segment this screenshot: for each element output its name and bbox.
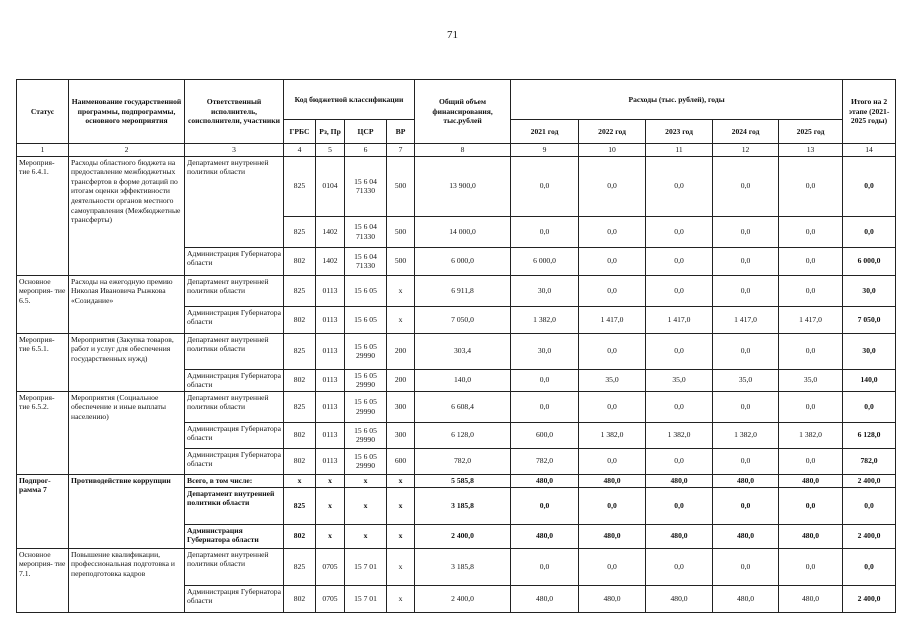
total-cell: 6 911,8 [415, 275, 511, 306]
total-cell: 3 185,8 [415, 487, 511, 524]
y2021-cell: 480,0 [511, 474, 579, 487]
vr-cell: 200 [387, 369, 415, 391]
y2021-cell: 782,0 [511, 448, 579, 474]
column-index-cell: 9 [511, 144, 579, 157]
name-cell: Мероприятия (Закупка товаров, работ и услуг для обеспечения государственных нужд) [69, 333, 185, 391]
column-index-cell: 7 [387, 144, 415, 157]
y2023-cell: 480,0 [646, 524, 713, 548]
csr-cell: 15 6 04 71330 [345, 216, 387, 247]
csr-cell: 15 6 05 29990 [345, 391, 387, 422]
y2025-cell: 1 382,0 [779, 422, 843, 448]
y2025-cell: 480,0 [779, 524, 843, 548]
rzpr-cell: 1402 [316, 216, 345, 247]
y2023-cell: 480,0 [646, 474, 713, 487]
header-executor: Ответственный исполнитель, соисполнители, участники [185, 80, 284, 144]
rzpr-cell: 0113 [316, 369, 345, 391]
header-total: Общий объем финансирования, тыс.рублей [415, 80, 511, 144]
total-cell: 140,0 [415, 369, 511, 391]
csr-cell: 15 7 01 [345, 585, 387, 612]
stage-total-cell: 0,0 [843, 216, 896, 247]
csr-cell: 15 7 01 [345, 548, 387, 585]
grbs-cell: х [284, 474, 316, 487]
csr-cell: 15 6 05 29990 [345, 422, 387, 448]
csr-cell: 15 6 05 29990 [345, 448, 387, 474]
y2025-cell: 0,0 [779, 216, 843, 247]
stage-total-cell: 0,0 [843, 391, 896, 422]
y2022-cell: 480,0 [579, 585, 646, 612]
status-cell: Мероприя- тие 6.5.1. [17, 333, 69, 391]
grbs-cell: 802 [284, 448, 316, 474]
y2022-cell: 0,0 [579, 548, 646, 585]
csr-cell: 15 6 04 71330 [345, 247, 387, 275]
stage-total-cell: 6 000,0 [843, 247, 896, 275]
y2024-cell: 0,0 [713, 391, 779, 422]
column-index-cell: 3 [185, 144, 284, 157]
column-index-cell: 12 [713, 144, 779, 157]
stage-total-cell: 6 128,0 [843, 422, 896, 448]
grbs-cell: 802 [284, 306, 316, 333]
name-cell: Расходы областного бюджета на предоставление межбюджетных трансфертов в форме дотаций по итогам оценки эффективности деятельности органов местного самоуправления (Межбюджетные трансферты) [69, 156, 185, 275]
y2022-cell: 0,0 [579, 448, 646, 474]
grbs-cell: 802 [284, 369, 316, 391]
y2024-cell: 0,0 [713, 156, 779, 216]
y2024-cell: 0,0 [713, 247, 779, 275]
total-cell: 3 185,8 [415, 548, 511, 585]
csr-cell: 15 6 05 [345, 306, 387, 333]
executor-cell: Департамент внутренней политики области [185, 391, 284, 422]
header-expenses: Расходы (тыс. рублей), годы [511, 80, 843, 120]
y2024-cell: 480,0 [713, 585, 779, 612]
executor-cell: Администрация Губернатора области [185, 422, 284, 448]
header-2025: 2025 год [779, 120, 843, 144]
y2024-cell: 0,0 [713, 216, 779, 247]
rzpr-cell: 0104 [316, 156, 345, 216]
table-row [17, 333, 896, 369]
executor-cell: Департамент внутренней политики области [185, 333, 284, 369]
y2025-cell: 0,0 [779, 548, 843, 585]
y2022-cell: 0,0 [579, 156, 646, 216]
executor-cell: Всего, в том числе: [185, 474, 284, 487]
y2023-cell: 0,0 [646, 391, 713, 422]
y2023-cell: 0,0 [646, 216, 713, 247]
table-row [17, 391, 896, 422]
y2023-cell: 1 417,0 [646, 306, 713, 333]
y2023-cell: 0,0 [646, 333, 713, 369]
header-2021: 2021 год [511, 120, 579, 144]
y2023-cell: 1 382,0 [646, 422, 713, 448]
grbs-cell: 825 [284, 333, 316, 369]
y2021-cell: 0,0 [511, 369, 579, 391]
y2024-cell: 0,0 [713, 275, 779, 306]
y2021-cell: 0,0 [511, 487, 579, 524]
y2022-cell: 0,0 [579, 247, 646, 275]
stage-total-cell: 0,0 [843, 156, 896, 216]
y2025-cell: 35,0 [779, 369, 843, 391]
header-status: Статус [17, 80, 69, 144]
total-cell: 5 585,8 [415, 474, 511, 487]
header-grbs: ГРБС [284, 120, 316, 144]
column-index-cell: 5 [316, 144, 345, 157]
y2021-cell: 480,0 [511, 585, 579, 612]
y2024-cell: 35,0 [713, 369, 779, 391]
y2025-cell: 480,0 [779, 585, 843, 612]
rzpr-cell: 0113 [316, 391, 345, 422]
table-row [17, 156, 896, 216]
executor-cell: Департамент внутренней политики области [185, 156, 284, 247]
y2025-cell: 0,0 [779, 275, 843, 306]
rzpr-cell: х [316, 524, 345, 548]
stage-total-cell: 782,0 [843, 448, 896, 474]
csr-cell: х [345, 524, 387, 548]
column-index-cell: 2 [69, 144, 185, 157]
header-budget-code: Код бюджетной классификации [284, 80, 415, 120]
header-csr: ЦСР [345, 120, 387, 144]
table-row [17, 275, 896, 306]
y2021-cell: 600,0 [511, 422, 579, 448]
total-cell: 2 400,0 [415, 585, 511, 612]
y2022-cell: 0,0 [579, 216, 646, 247]
header-2023: 2023 год [646, 120, 713, 144]
stage-total-cell: 7 050,0 [843, 306, 896, 333]
y2022-cell: 0,0 [579, 275, 646, 306]
grbs-cell: 802 [284, 524, 316, 548]
y2023-cell: 0,0 [646, 548, 713, 585]
y2024-cell: 0,0 [713, 333, 779, 369]
name-cell: Мероприятия (Социальное обеспечение и иные выплаты населению) [69, 391, 185, 474]
status-cell: Подпрог- рамма 7 [17, 474, 69, 548]
vr-cell: 300 [387, 391, 415, 422]
executor-cell: Администрация Губернатора области [185, 247, 284, 275]
y2025-cell: 0,0 [779, 247, 843, 275]
grbs-cell: 825 [284, 548, 316, 585]
header-name: Наименование государственной программы, подпрограммы, основного мероприятия [69, 80, 185, 144]
vr-cell: х [387, 524, 415, 548]
rzpr-cell: 0113 [316, 306, 345, 333]
total-cell: 782,0 [415, 448, 511, 474]
total-cell: 6 000,0 [415, 247, 511, 275]
rzpr-cell: 0113 [316, 422, 345, 448]
csr-cell: 15 6 04 71330 [345, 156, 387, 216]
y2021-cell: 480,0 [511, 524, 579, 548]
table-row [17, 474, 896, 487]
vr-cell: 500 [387, 216, 415, 247]
stage-total-cell: 2 400,0 [843, 524, 896, 548]
executor-cell: Администрация Губернатора области [185, 448, 284, 474]
total-cell: 7 050,0 [415, 306, 511, 333]
column-index-cell: 1 [17, 144, 69, 157]
grbs-cell: 802 [284, 585, 316, 612]
y2024-cell: 1 382,0 [713, 422, 779, 448]
y2023-cell: 35,0 [646, 369, 713, 391]
y2021-cell: 30,0 [511, 275, 579, 306]
header-rzpr: Рз, Пр [316, 120, 345, 144]
y2023-cell: 0,0 [646, 275, 713, 306]
stage-total-cell: 2 400,0 [843, 585, 896, 612]
column-index-cell: 8 [415, 144, 511, 157]
grbs-cell: 825 [284, 391, 316, 422]
table-body [17, 156, 896, 612]
grbs-cell: 802 [284, 422, 316, 448]
header-2022: 2022 год [579, 120, 646, 144]
csr-cell: 15 6 05 [345, 275, 387, 306]
vr-cell: 500 [387, 247, 415, 275]
page-number: 71 [447, 29, 458, 41]
y2024-cell: 480,0 [713, 474, 779, 487]
name-cell: Повышение квалификации, профессиональная подготовка и переподготовка кадров [69, 548, 185, 612]
y2022-cell: 1 417,0 [579, 306, 646, 333]
y2021-cell: 0,0 [511, 548, 579, 585]
y2021-cell: 0,0 [511, 391, 579, 422]
stage-total-cell: 0,0 [843, 548, 896, 585]
y2022-cell: 0,0 [579, 391, 646, 422]
column-index-cell: 10 [579, 144, 646, 157]
vr-cell: х [387, 487, 415, 524]
csr-cell: х [345, 474, 387, 487]
executor-cell: Администрация Губернатора области [185, 524, 284, 548]
y2021-cell: 6 000,0 [511, 247, 579, 275]
column-index-cell: 6 [345, 144, 387, 157]
total-cell: 2 400,0 [415, 524, 511, 548]
table-row [17, 548, 896, 585]
vr-cell: х [387, 306, 415, 333]
name-cell: Противодействие коррупции [69, 474, 185, 548]
vr-cell: 200 [387, 333, 415, 369]
y2022-cell: 1 382,0 [579, 422, 646, 448]
y2022-cell: 480,0 [579, 474, 646, 487]
vr-cell: х [387, 275, 415, 306]
executor-cell: Администрация Губернатора области [185, 306, 284, 333]
stage-total-cell: 140,0 [843, 369, 896, 391]
executor-cell: Департамент внутренней политики области [185, 548, 284, 585]
csr-cell: х [345, 487, 387, 524]
rzpr-cell: 0113 [316, 333, 345, 369]
header-vr: ВР [387, 120, 415, 144]
y2024-cell: 480,0 [713, 524, 779, 548]
stage-total-cell: 30,0 [843, 275, 896, 306]
csr-cell: 15 6 05 29990 [345, 369, 387, 391]
y2023-cell: 0,0 [646, 487, 713, 524]
y2022-cell: 35,0 [579, 369, 646, 391]
vr-cell: х [387, 548, 415, 585]
vr-cell: х [387, 585, 415, 612]
name-cell: Расходы на ежегодную премию Николая Ивановича Рыжкова «Созидание» [69, 275, 185, 333]
y2022-cell: 480,0 [579, 524, 646, 548]
y2023-cell: 0,0 [646, 156, 713, 216]
status-cell: Основное мероприя- тие 6.5. [17, 275, 69, 333]
y2023-cell: 0,0 [646, 247, 713, 275]
y2024-cell: 0,0 [713, 548, 779, 585]
status-cell: Мероприя- тие 6.4.1. [17, 156, 69, 275]
status-cell: Мероприя- тие 6.5.2. [17, 391, 69, 474]
budget-table [16, 79, 896, 613]
grbs-cell: 825 [284, 156, 316, 216]
total-cell: 14 000,0 [415, 216, 511, 247]
column-index-cell: 13 [779, 144, 843, 157]
total-cell: 303,4 [415, 333, 511, 369]
total-cell: 6 608,4 [415, 391, 511, 422]
csr-cell: 15 6 05 29990 [345, 333, 387, 369]
y2023-cell: 480,0 [646, 585, 713, 612]
rzpr-cell: 0705 [316, 548, 345, 585]
grbs-cell: 825 [284, 275, 316, 306]
column-index-row [17, 144, 896, 157]
y2021-cell: 1 382,0 [511, 306, 579, 333]
stage-total-cell: 2 400,0 [843, 474, 896, 487]
stage-total-cell: 30,0 [843, 333, 896, 369]
executor-cell: Администрация Губернатора области [185, 369, 284, 391]
rzpr-cell: 0113 [316, 448, 345, 474]
y2025-cell: 0,0 [779, 391, 843, 422]
y2024-cell: 1 417,0 [713, 306, 779, 333]
vr-cell: 300 [387, 422, 415, 448]
y2022-cell: 0,0 [579, 487, 646, 524]
rzpr-cell: 0113 [316, 275, 345, 306]
grbs-cell: 825 [284, 487, 316, 524]
rzpr-cell: х [316, 474, 345, 487]
y2021-cell: 0,0 [511, 156, 579, 216]
y2021-cell: 30,0 [511, 333, 579, 369]
y2024-cell: 0,0 [713, 448, 779, 474]
vr-cell: х [387, 474, 415, 487]
y2025-cell: 0,0 [779, 487, 843, 524]
status-cell: Основное мероприя- тие 7.1. [17, 548, 69, 612]
header-stage-total: Итого на 2 этапе (2021-2025 годы) [843, 80, 896, 144]
column-index-cell: 14 [843, 144, 896, 157]
total-cell: 13 900,0 [415, 156, 511, 216]
header-2024: 2024 год [713, 120, 779, 144]
column-index-cell: 4 [284, 144, 316, 157]
y2025-cell: 480,0 [779, 474, 843, 487]
executor-cell: Администрация Губернатора области [185, 585, 284, 612]
rzpr-cell: 0705 [316, 585, 345, 612]
total-cell: 6 128,0 [415, 422, 511, 448]
executor-cell: Департамент внутренней политики области [185, 275, 284, 306]
grbs-cell: 825 [284, 216, 316, 247]
y2025-cell: 0,0 [779, 333, 843, 369]
stage-total-cell: 0,0 [843, 487, 896, 524]
rzpr-cell: х [316, 487, 345, 524]
y2021-cell: 0,0 [511, 216, 579, 247]
vr-cell: 500 [387, 156, 415, 216]
grbs-cell: 802 [284, 247, 316, 275]
column-index-cell: 11 [646, 144, 713, 157]
y2022-cell: 0,0 [579, 333, 646, 369]
executor-cell: Департамент внутренней политики области [185, 487, 284, 524]
y2025-cell: 1 417,0 [779, 306, 843, 333]
y2024-cell: 0,0 [713, 487, 779, 524]
y2023-cell: 0,0 [646, 448, 713, 474]
vr-cell: 600 [387, 448, 415, 474]
y2025-cell: 0,0 [779, 156, 843, 216]
y2025-cell: 0,0 [779, 448, 843, 474]
rzpr-cell: 1402 [316, 247, 345, 275]
